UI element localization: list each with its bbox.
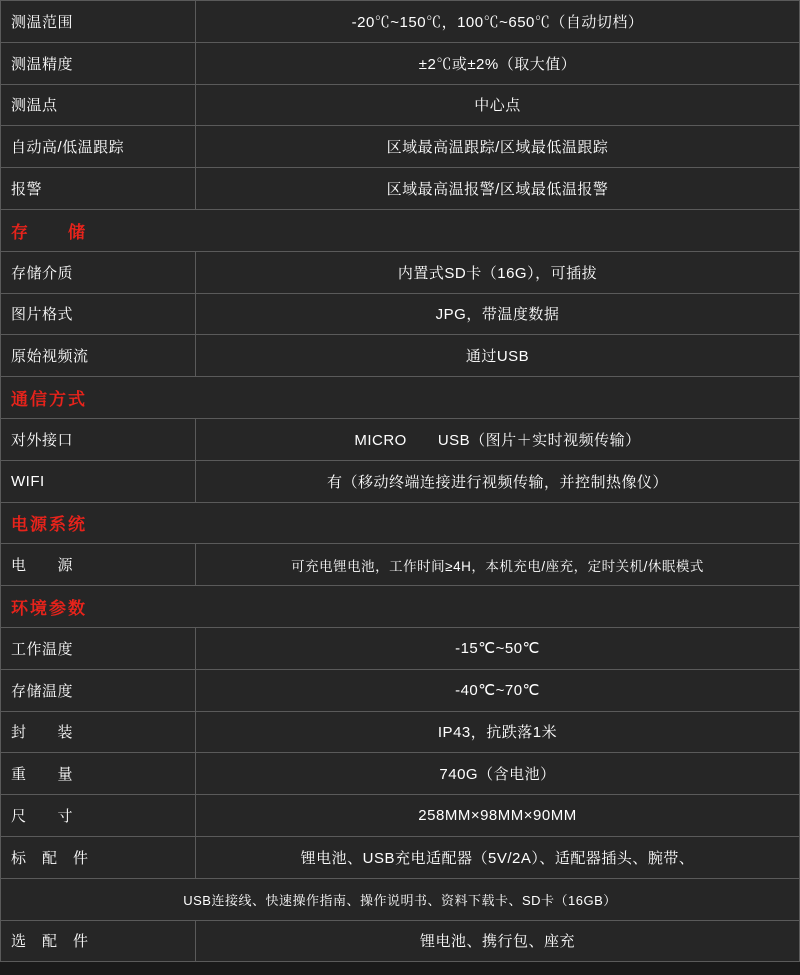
table-row bbox=[1, 878, 800, 920]
spec-label: 存储介质 bbox=[1, 251, 196, 293]
table-row bbox=[1, 753, 800, 795]
section-header-row bbox=[1, 502, 800, 544]
section-title: 存 储 bbox=[1, 209, 800, 251]
table-row bbox=[1, 795, 800, 837]
spec-value: 区域最高温报警/区域最低温报警 bbox=[196, 168, 800, 210]
spec-value: MICRO USB（图片＋实时视频传输） bbox=[196, 418, 800, 460]
spec-value: 740G（含电池） bbox=[196, 753, 800, 795]
table-row bbox=[1, 418, 800, 460]
spec-value: -40℃~70℃ bbox=[196, 669, 800, 711]
spec-label: WIFI bbox=[1, 460, 196, 502]
spec-value: ±2℃或±2%（取大值） bbox=[196, 42, 800, 84]
section-header-row bbox=[1, 209, 800, 251]
section-title: 电源系统 bbox=[1, 502, 800, 544]
spec-value: 锂电池、USB充电适配器（5V/2A）、适配器插头、腕带、 bbox=[196, 836, 800, 878]
spec-label: 自动高/低温跟踪 bbox=[1, 126, 196, 168]
spec-label: 对外接口 bbox=[1, 418, 196, 460]
spec-value: -15℃~50℃ bbox=[196, 627, 800, 669]
table-body bbox=[1, 1, 800, 962]
spec-label: 标 配 件 bbox=[1, 836, 196, 878]
table-row bbox=[1, 669, 800, 711]
spec-label: 重 量 bbox=[1, 753, 196, 795]
spec-value: 258MM×98MM×90MM bbox=[196, 795, 800, 837]
spec-value: 中心点 bbox=[196, 84, 800, 126]
table-row bbox=[1, 920, 800, 962]
section-header-row bbox=[1, 586, 800, 628]
spec-label: 存储温度 bbox=[1, 669, 196, 711]
spec-value: 可充电锂电池，工作时间≥4H，本机充电/座充，定时关机/休眠模式 bbox=[196, 544, 800, 586]
table-row bbox=[1, 836, 800, 878]
table-row bbox=[1, 711, 800, 753]
spec-value: -20℃~150℃，100℃~650℃（自动切档） bbox=[196, 1, 800, 43]
spec-label: 图片格式 bbox=[1, 293, 196, 335]
table-row bbox=[1, 293, 800, 335]
table-row bbox=[1, 84, 800, 126]
spec-value: IP43，抗跌落1米 bbox=[196, 711, 800, 753]
spec-label: 测温范围 bbox=[1, 1, 196, 43]
table-row bbox=[1, 627, 800, 669]
spec-label: 工作温度 bbox=[1, 627, 196, 669]
spec-value: 内置式SD卡（16G），可插拔 bbox=[196, 251, 800, 293]
spec-value: 区域最高温跟踪/区域最低温跟踪 bbox=[196, 126, 800, 168]
spec-label: 电 源 bbox=[1, 544, 196, 586]
spec-value-continued: USB连接线、快速操作指南、操作说明书、资料下载卡、SD卡（16GB） bbox=[1, 878, 800, 920]
spec-value: 有（移动终端连接进行视频传输，并控制热像仪） bbox=[196, 460, 800, 502]
section-title: 通信方式 bbox=[1, 377, 800, 419]
spec-label: 原始视频流 bbox=[1, 335, 196, 377]
table-row bbox=[1, 460, 800, 502]
table-row bbox=[1, 126, 800, 168]
spec-value: 锂电池、携行包、座充 bbox=[196, 920, 800, 962]
section-header-row bbox=[1, 377, 800, 419]
table-row bbox=[1, 1, 800, 43]
spec-label: 测温精度 bbox=[1, 42, 196, 84]
table-row bbox=[1, 544, 800, 586]
table-row bbox=[1, 168, 800, 210]
table-row bbox=[1, 335, 800, 377]
spec-label: 封 装 bbox=[1, 711, 196, 753]
spec-label: 测温点 bbox=[1, 84, 196, 126]
spec-value: 通过USB bbox=[196, 335, 800, 377]
spec-label: 选 配 件 bbox=[1, 920, 196, 962]
spec-label: 尺 寸 bbox=[1, 795, 196, 837]
spec-value: JPG，带温度数据 bbox=[196, 293, 800, 335]
table-row bbox=[1, 42, 800, 84]
section-title: 环境参数 bbox=[1, 586, 800, 628]
table-row bbox=[1, 251, 800, 293]
spec-label: 报警 bbox=[1, 168, 196, 210]
